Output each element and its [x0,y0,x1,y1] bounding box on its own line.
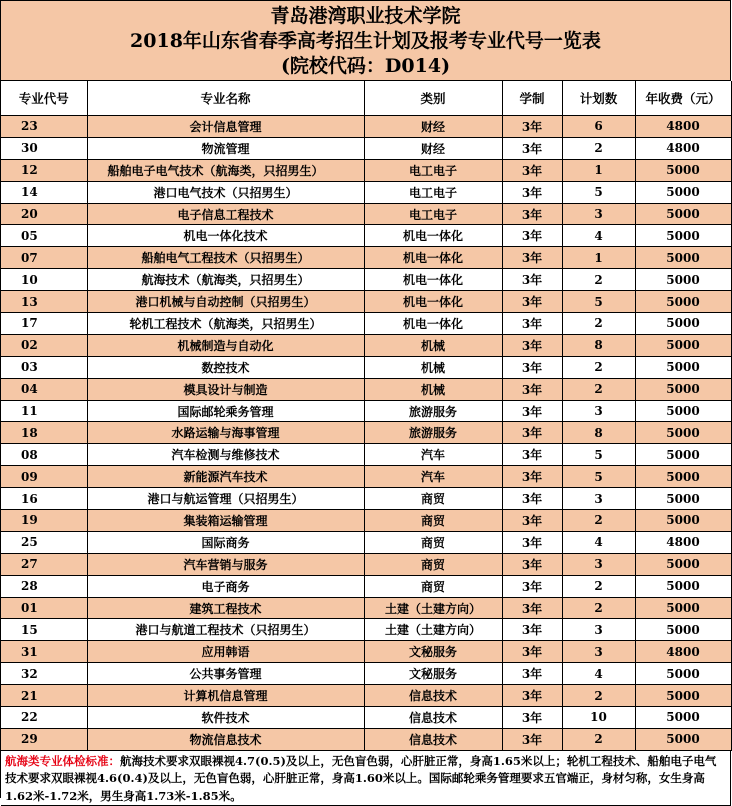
years-cell: 3年 [502,575,562,597]
table-row [1,203,731,225]
category-cell: 机械 [364,334,502,356]
major-table [1,81,732,751]
table-row [1,356,731,378]
plan-count-cell: 3 [562,203,635,225]
category-cell: 信息技术 [364,685,502,707]
major-name-cell: 电子信息工程技术 [87,203,364,225]
column-header-plan: 计划数 [562,81,635,116]
annual-fee-cell: 5000 [635,488,731,510]
table-row [1,488,731,510]
plan-count-cell: 3 [562,619,635,641]
years-cell: 3年 [502,466,562,488]
code-cell: 04 [1,378,87,400]
category-cell: 商贸 [364,488,502,510]
category-cell: 机电一体化 [364,225,502,247]
table-title: 2018年山东省春季高考招生计划及报考专业代号一览表 [130,30,601,52]
code-cell: 23 [1,116,87,138]
major-name-cell: 数控技术 [87,356,364,378]
plan-count-cell: 2 [562,510,635,532]
major-name-cell: 软件技术 [87,707,364,729]
annual-fee-cell: 5000 [635,597,731,619]
years-cell: 3年 [502,291,562,313]
code-cell: 07 [1,247,87,269]
years-cell: 3年 [502,137,562,159]
major-name-cell: 物流信息技术 [87,728,364,750]
annual-fee-cell: 5000 [635,619,731,641]
plan-count-cell: 3 [562,400,635,422]
plan-count-cell: 2 [562,356,635,378]
code-cell: 11 [1,400,87,422]
major-name-cell: 建筑工程技术 [87,597,364,619]
table-row [1,137,731,159]
category-cell: 机电一体化 [364,247,502,269]
plan-count-cell: 8 [562,334,635,356]
table-row [1,378,731,400]
years-cell: 3年 [502,663,562,685]
annual-fee-cell: 5000 [635,422,731,444]
code-cell: 14 [1,181,87,203]
column-header-code: 专业代号 [1,81,87,116]
code-cell: 13 [1,291,87,313]
annual-fee-cell: 5000 [635,313,731,335]
table-row [1,422,731,444]
code-cell: 22 [1,707,87,729]
annual-fee-cell: 5000 [635,444,731,466]
years-cell: 3年 [502,159,562,181]
code-cell: 02 [1,334,87,356]
years-cell: 3年 [502,247,562,269]
major-name-cell: 航海技术（航海类，只招男生） [87,269,364,291]
column-header-years: 学制 [502,81,562,116]
major-name-cell: 公共事务管理 [87,663,364,685]
major-name-cell: 计算机信息管理 [87,685,364,707]
college-code: (院校代码：D014) [280,55,451,77]
table-row [1,641,731,663]
category-cell: 商贸 [364,553,502,575]
table-row [1,291,731,313]
plan-count-cell: 4 [562,225,635,247]
major-name-cell: 应用韩语 [87,641,364,663]
years-cell: 3年 [502,116,562,138]
plan-count-cell: 2 [562,685,635,707]
category-cell: 信息技术 [364,707,502,729]
category-cell: 机械 [364,378,502,400]
years-cell: 3年 [502,378,562,400]
major-name-cell: 汽车检测与维修技术 [87,444,364,466]
plan-count-cell: 2 [562,313,635,335]
plan-count-cell: 2 [562,269,635,291]
plan-count-cell: 2 [562,597,635,619]
note-label: 航海类专业体检标准： [5,753,120,768]
years-cell: 3年 [502,203,562,225]
category-cell: 电工电子 [364,181,502,203]
years-cell: 3年 [502,553,562,575]
major-name-cell: 港口机械与自动控制（只招男生） [87,291,364,313]
major-name-cell: 电子商务 [87,575,364,597]
annual-fee-cell: 4800 [635,531,731,553]
table-row [1,247,731,269]
annual-fee-cell: 5000 [635,553,731,575]
major-name-cell: 机械制造与自动化 [87,334,364,356]
category-cell: 财经 [364,137,502,159]
category-cell: 土建（土建方向） [364,597,502,619]
annual-fee-cell: 5000 [635,663,731,685]
category-cell: 商贸 [364,510,502,532]
annual-fee-cell: 4800 [635,116,731,138]
years-cell: 3年 [502,334,562,356]
annual-fee-cell: 5000 [635,378,731,400]
code-cell: 25 [1,531,87,553]
years-cell: 3年 [502,641,562,663]
plan-count-cell: 6 [562,116,635,138]
code-cell: 21 [1,685,87,707]
table-row [1,269,731,291]
category-cell: 机电一体化 [364,313,502,335]
annual-fee-cell: 5000 [635,269,731,291]
annual-fee-cell: 5000 [635,225,731,247]
table-row [1,597,731,619]
annual-fee-cell: 5000 [635,247,731,269]
major-name-cell: 机电一体化技术 [87,225,364,247]
years-cell: 3年 [502,181,562,203]
table-row [1,334,731,356]
plan-count-cell: 4 [562,531,635,553]
plan-count-cell: 3 [562,641,635,663]
table-row [1,444,731,466]
years-cell: 3年 [502,400,562,422]
years-cell: 3年 [502,422,562,444]
years-cell: 3年 [502,707,562,729]
years-cell: 3年 [502,444,562,466]
category-cell: 商贸 [364,531,502,553]
annual-fee-cell: 5000 [635,575,731,597]
annual-fee-cell: 5000 [635,510,731,532]
table-body [1,116,731,751]
college-name: 青岛港湾职业技术学院 [270,5,461,27]
category-cell: 机械 [364,356,502,378]
annual-fee-cell: 5000 [635,707,731,729]
code-cell: 03 [1,356,87,378]
plan-count-cell: 10 [562,707,635,729]
annual-fee-cell: 5000 [635,685,731,707]
code-cell: 01 [1,597,87,619]
category-cell: 电工电子 [364,159,502,181]
table-row [1,707,731,729]
years-cell: 3年 [502,225,562,247]
title-block [1,1,731,81]
major-name-cell: 国际商务 [87,531,364,553]
plan-count-cell: 3 [562,553,635,575]
category-cell: 旅游服务 [364,400,502,422]
column-header-category: 类别 [364,81,502,116]
table-row [1,728,731,750]
code-cell: 19 [1,510,87,532]
years-cell: 3年 [502,510,562,532]
code-cell: 05 [1,225,87,247]
category-cell: 商贸 [364,575,502,597]
table-row [1,510,731,532]
plan-count-cell: 1 [562,247,635,269]
years-cell: 3年 [502,313,562,335]
category-cell: 电工电子 [364,203,502,225]
annual-fee-cell: 4800 [635,137,731,159]
table-row [1,313,731,335]
annual-fee-cell: 5000 [635,728,731,750]
years-cell: 3年 [502,356,562,378]
years-cell: 3年 [502,597,562,619]
code-cell: 16 [1,488,87,510]
table-row [1,619,731,641]
plan-count-cell: 5 [562,291,635,313]
table-row [1,575,731,597]
table-row [1,663,731,685]
table-row [1,225,731,247]
plan-count-cell: 2 [562,575,635,597]
category-cell: 汽车 [364,444,502,466]
major-name-cell: 水路运输与海事管理 [87,422,364,444]
code-cell: 29 [1,728,87,750]
code-cell: 09 [1,466,87,488]
table-row [1,400,731,422]
physical-exam-note [1,751,731,806]
years-cell: 3年 [502,269,562,291]
major-name-cell: 新能源汽车技术 [87,466,364,488]
major-name-cell: 汽车营销与服务 [87,553,364,575]
table-row [1,466,731,488]
annual-fee-cell: 5000 [635,291,731,313]
major-name-cell: 国际邮轮乘务管理 [87,400,364,422]
major-name-cell: 轮机工程技术（航海类，只招男生） [87,313,364,335]
annual-fee-cell: 4800 [635,641,731,663]
major-name-cell: 物流管理 [87,137,364,159]
plan-count-cell: 8 [562,422,635,444]
code-cell: 08 [1,444,87,466]
major-name-cell: 港口与航运管理（只招男生） [87,488,364,510]
note-text: 航海技术要求双眼裸视4.7(0.5)及以上，无色盲色弱，心肝脏正常，身高1.65米以上；轮机工程技术、船舶电子电气技术要求双眼裸视4.6(0.4)及以上，无色盲色弱，心肝脏正常，身高1.60米以上。国际邮轮乘务管理要求五官端正，身材匀称，女生身高1.62米-1.72米，男生身高1.73米-1.85米。 [5,753,717,803]
annual-fee-cell: 5000 [635,466,731,488]
plan-count-cell: 5 [562,466,635,488]
code-cell: 27 [1,553,87,575]
code-cell: 15 [1,619,87,641]
plan-count-cell: 2 [562,137,635,159]
plan-count-cell: 5 [562,444,635,466]
plan-count-cell: 3 [562,488,635,510]
category-cell: 旅游服务 [364,422,502,444]
code-cell: 10 [1,269,87,291]
plan-count-cell: 2 [562,378,635,400]
major-name-cell: 集装箱运输管理 [87,510,364,532]
years-cell: 3年 [502,488,562,510]
category-cell: 汽车 [364,466,502,488]
category-cell: 机电一体化 [364,269,502,291]
table-row [1,553,731,575]
code-cell: 30 [1,137,87,159]
code-cell: 17 [1,313,87,335]
code-cell: 20 [1,203,87,225]
category-cell: 财经 [364,116,502,138]
major-name-cell: 模具设计与制造 [87,378,364,400]
category-cell: 文秘服务 [364,641,502,663]
major-name-cell: 会计信息管理 [87,116,364,138]
table-row [1,181,731,203]
major-name-cell: 港口与航道工程技术（只招男生） [87,619,364,641]
major-name-cell: 船舶电子电气技术（航海类，只招男生） [87,159,364,181]
annual-fee-cell: 5000 [635,400,731,422]
years-cell: 3年 [502,685,562,707]
plan-count-cell: 1 [562,159,635,181]
code-cell: 18 [1,422,87,444]
annual-fee-cell: 5000 [635,334,731,356]
annual-fee-cell: 5000 [635,356,731,378]
table-row [1,531,731,553]
years-cell: 3年 [502,728,562,750]
category-cell: 土建（土建方向） [364,619,502,641]
years-cell: 3年 [502,531,562,553]
annual-fee-cell: 5000 [635,159,731,181]
annual-fee-cell: 5000 [635,181,731,203]
category-cell: 文秘服务 [364,663,502,685]
plan-count-cell: 4 [562,663,635,685]
years-cell: 3年 [502,619,562,641]
column-header-fee: 年收费（元） [635,81,731,116]
code-cell: 31 [1,641,87,663]
code-cell: 28 [1,575,87,597]
code-cell: 32 [1,663,87,685]
plan-count-cell: 2 [562,728,635,750]
column-header-name: 专业名称 [87,81,364,116]
table-row [1,159,731,181]
major-name-cell: 港口电气技术（只招男生） [87,181,364,203]
major-name-cell: 船舶电气工程技术（只招男生） [87,247,364,269]
header-row [1,81,731,116]
category-cell: 机电一体化 [364,291,502,313]
code-cell: 12 [1,159,87,181]
table-row [1,685,731,707]
category-cell: 信息技术 [364,728,502,750]
table-row [1,116,731,138]
annual-fee-cell: 5000 [635,203,731,225]
plan-count-cell: 5 [562,181,635,203]
